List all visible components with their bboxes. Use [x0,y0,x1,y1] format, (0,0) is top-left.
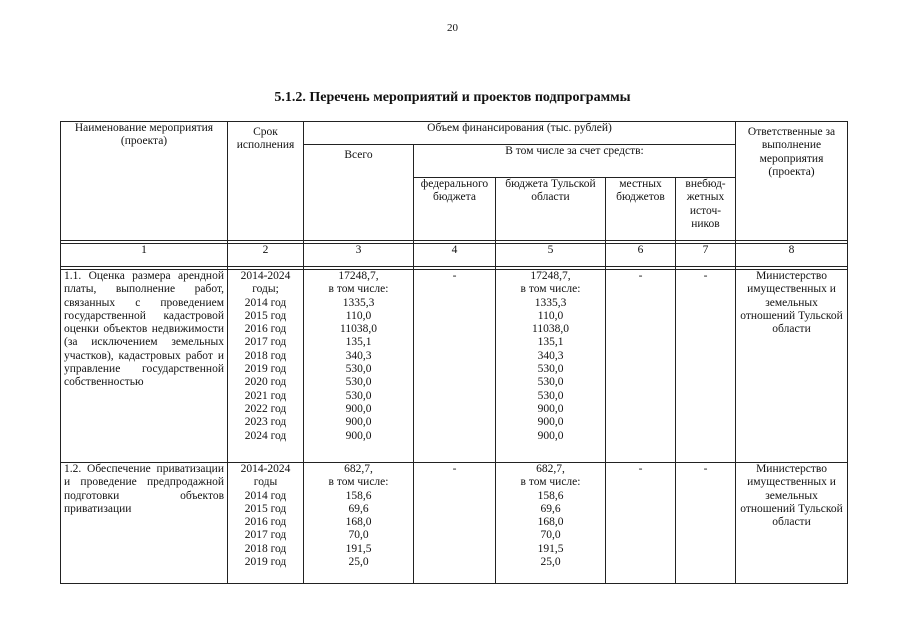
row-total: 682,7, в том числе: 158,6 69,6 168,0 70,0 191,5 25,0 [304,463,414,584]
row-federal: - [414,463,496,584]
header-total: Всего [304,145,414,241]
row-regional: 682,7, в том числе: 158,6 69,6 168,0 70,0 191,5 25,0 [496,463,606,584]
page-title: 5.1.2. Перечень мероприятий и проектов подпрограммы [274,90,631,105]
header-local: местных бюджетов [606,178,676,241]
column-number: 2 [228,244,304,267]
row-total: 17248,7, в том числе: 1335,3 110,0 11038,0 135,1 340,3 530,0 530,0 530,0 900,0 900,0 900,0 [304,270,414,463]
column-number: 3 [304,244,414,267]
header-including: В том числе за счет средств: [414,145,736,178]
row-name: 1.2. Обеспечение приватизации и проведение предпродажной подготовки объектов приватизации [61,463,228,584]
row-responsible: Министерство имущественных и земельных отношений Тульской области [736,463,848,584]
column-number: 4 [414,244,496,267]
column-number: 6 [606,244,676,267]
row-federal: - [414,270,496,463]
header-financing: Объем финансирования (тыс. рублей) [304,122,736,145]
table-row [61,270,848,463]
row-term: 2014-2024 годы 2014 год 2015 год 2016 год 2017 год 2018 год 2019 год [228,463,304,584]
column-number: 5 [496,244,606,267]
column-number: 8 [736,244,848,267]
row-regional: 17248,7, в том числе: 1335,3 110,0 11038,0 135,1 340,3 530,0 530,0 530,0 900,0 900,0 900,0 [496,270,606,463]
header-regional: бюджета Тульской области [496,178,606,241]
column-number: 7 [676,244,736,267]
row-name: 1.1. Оценка размера арендной платы, выполнение работ, связанных с проведением государственной кадастровой оценки объектов недвижимости (за исключением земельных участков), кадастровых работ и управление государственной собственностью [61,270,228,463]
row-term: 2014-2024 годы; 2014 год 2015 год 2016 год 2017 год 2018 год 2019 год 2020 год 2021 год 2022 год 2023 год 2024 год [228,270,304,463]
row-responsible: Министерство имущественных и земельных отношений Тульской области [736,270,848,463]
row-local: - [606,270,676,463]
header-federal: федерального бюджета [414,178,496,241]
column-number: 1 [61,244,228,267]
header-term: Срок исполнения [228,122,304,241]
table-row [61,463,848,584]
row-local: - [606,463,676,584]
header-offbudget: внебюд- жетных источ- ников [676,178,736,241]
row-offbudget: - [676,463,736,584]
row-offbudget: - [676,270,736,463]
header-name: Наименование мероприятия (проекта) [61,122,228,241]
header-responsible: Ответственные за выполнение мероприятия (проекта) [736,122,848,241]
page-number: 20 [447,22,458,34]
activities-table [60,121,848,584]
